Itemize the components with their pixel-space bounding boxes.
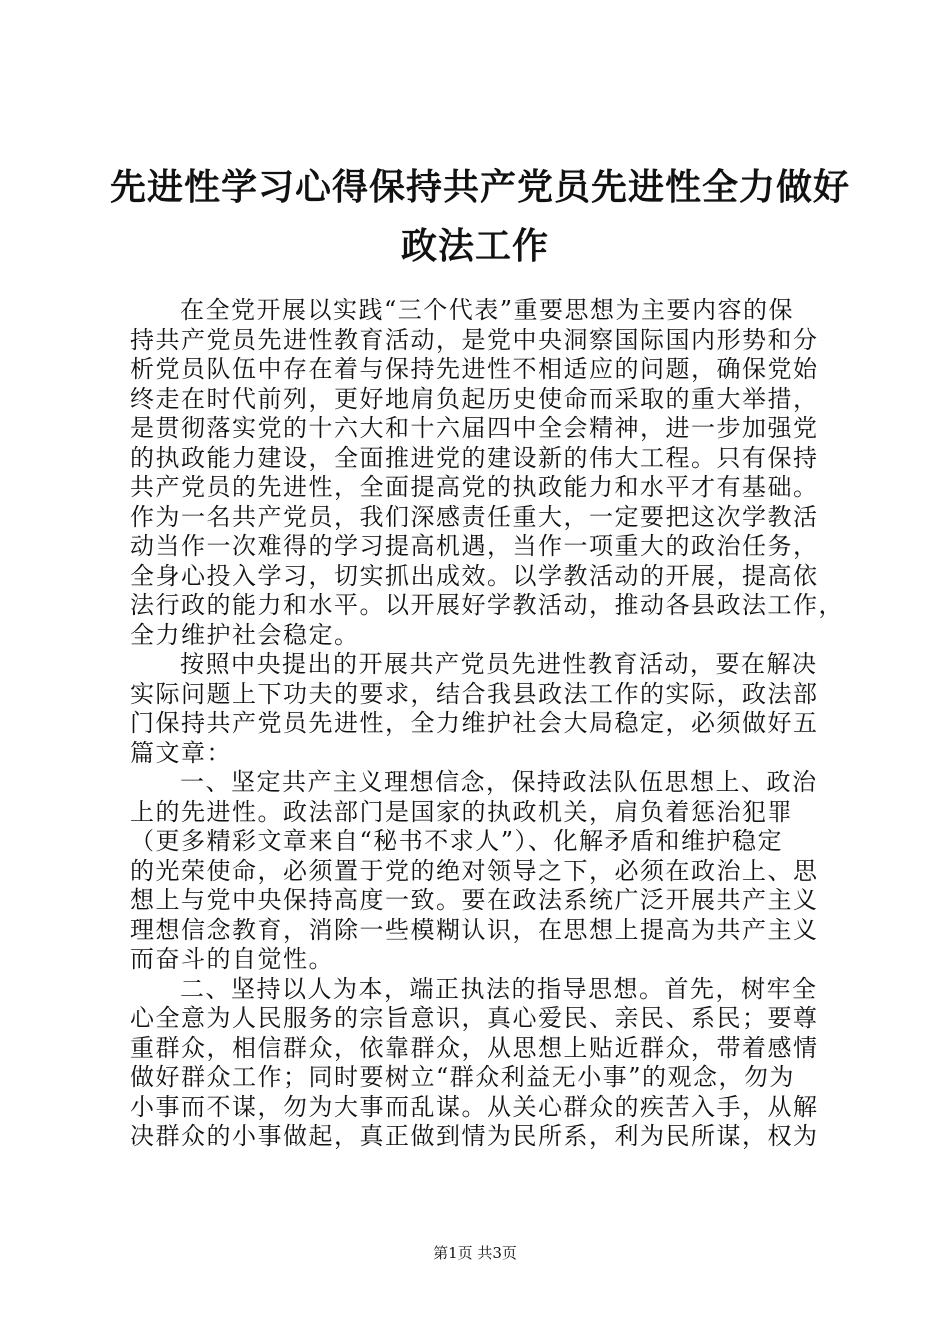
body-text-line: 共产党员的先进性，全面提高党的执政能力和水平才有基础。 <box>130 473 819 501</box>
body-text-line: 的执政能力建设，全面推进党的建设新的伟大工程。只有保持 <box>130 443 819 472</box>
body-text-line: 终走在时代前列，更好地肩负起历史使命而采取的重大举措， <box>130 384 819 413</box>
body-text-line: 决群众的小事做起，真正做到情为民所系，利为民所谋，权为 <box>130 1122 819 1150</box>
body-text-line: 全身心投入学习，切实抓出成效。以学教活动的开展，提高依 <box>130 561 819 590</box>
body-text-line: （更多精彩文章来自“秘书不求人”）、化解矛盾和维护稳定 <box>130 827 784 855</box>
paragraph-first-line: 二、坚持以人为本，端正执法的指导思想。首先，树牢全 <box>180 974 818 1003</box>
body-text-line: 心全意为人民服务的宗旨意识，真心爱民、亲民、系民；要尊 <box>130 1004 819 1032</box>
page-number-footer: 第1页 共3页 <box>433 1244 517 1262</box>
body-text-line: 篇文章： <box>130 738 232 767</box>
body-text-line: 动当作一次难得的学习提高机遇，当作一项重大的政治任务， <box>130 532 819 560</box>
body-text-line: 全力维护社会稳定。 <box>130 620 360 649</box>
document-title-line-1: 先进性学习心得保持共产党员先进性全力做好 <box>110 167 851 208</box>
document-title-line-2: 政法工作 <box>400 226 549 267</box>
body-text-line: 持共产党员先进性教育活动，是党中央洞察国际国内形势和分 <box>130 325 819 354</box>
body-text-line: 理想信念教育，消除一些模糊认识，在思想上提高为共产主义 <box>130 915 819 944</box>
body-text-line: 小事而不谋，勿为大事而乱谋。从关心群众的疾苦入手，从解 <box>130 1092 819 1121</box>
body-text-line: 实际问题上下功夫的要求，结合我县政法工作的实际，政法部 <box>130 679 819 708</box>
body-text-line: 是贯彻落实党的十六大和十六届四中全会精神，进一步加强党 <box>130 414 819 442</box>
document-body <box>130 296 850 1152</box>
body-text-line: 门保持共产党员先进性，全力维护社会大局稳定，必须做好五 <box>130 709 819 737</box>
body-text-line: 的光荣使命，必须置于党的绝对领导之下，必须在政治上、思 <box>130 856 819 885</box>
body-text-line: 析党员队伍中存在着与保持先进性不相适应的问题，确保党始 <box>130 355 819 383</box>
body-text-line: 而奋斗的自觉性。 <box>130 945 334 973</box>
paragraph-first-line: 按照中央提出的开展共产党员先进性教育活动，要在解决 <box>180 650 818 678</box>
body-text-line: 法行政的能力和水平。以开展好学教活动，推动各县政法工作， <box>130 591 844 619</box>
body-text-line: 上的先进性。政法部门是国家的执政机关，肩负着惩治犯罪 <box>130 797 793 826</box>
body-text-line: 作为一名共产党员，我们深感责任重大，一定要把这次学教活 <box>130 502 819 531</box>
paragraph-first-line: 一、坚定共产主义理想信念，保持政法队伍思想上、政治 <box>180 768 818 796</box>
paragraph-first-line: 在全党开展以实践“三个代表”重要思想为主要内容的保 <box>180 296 795 324</box>
body-text-line: 做好群众工作；同时要树立“群众利益无小事”的观念，勿为 <box>130 1063 796 1091</box>
body-text-line: 重群众，相信群众，依靠群众，从思想上贴近群众，带着感情 <box>130 1033 819 1062</box>
body-text-line: 想上与党中央保持高度一致。要在政法系统广泛开展共产主义 <box>130 886 819 914</box>
